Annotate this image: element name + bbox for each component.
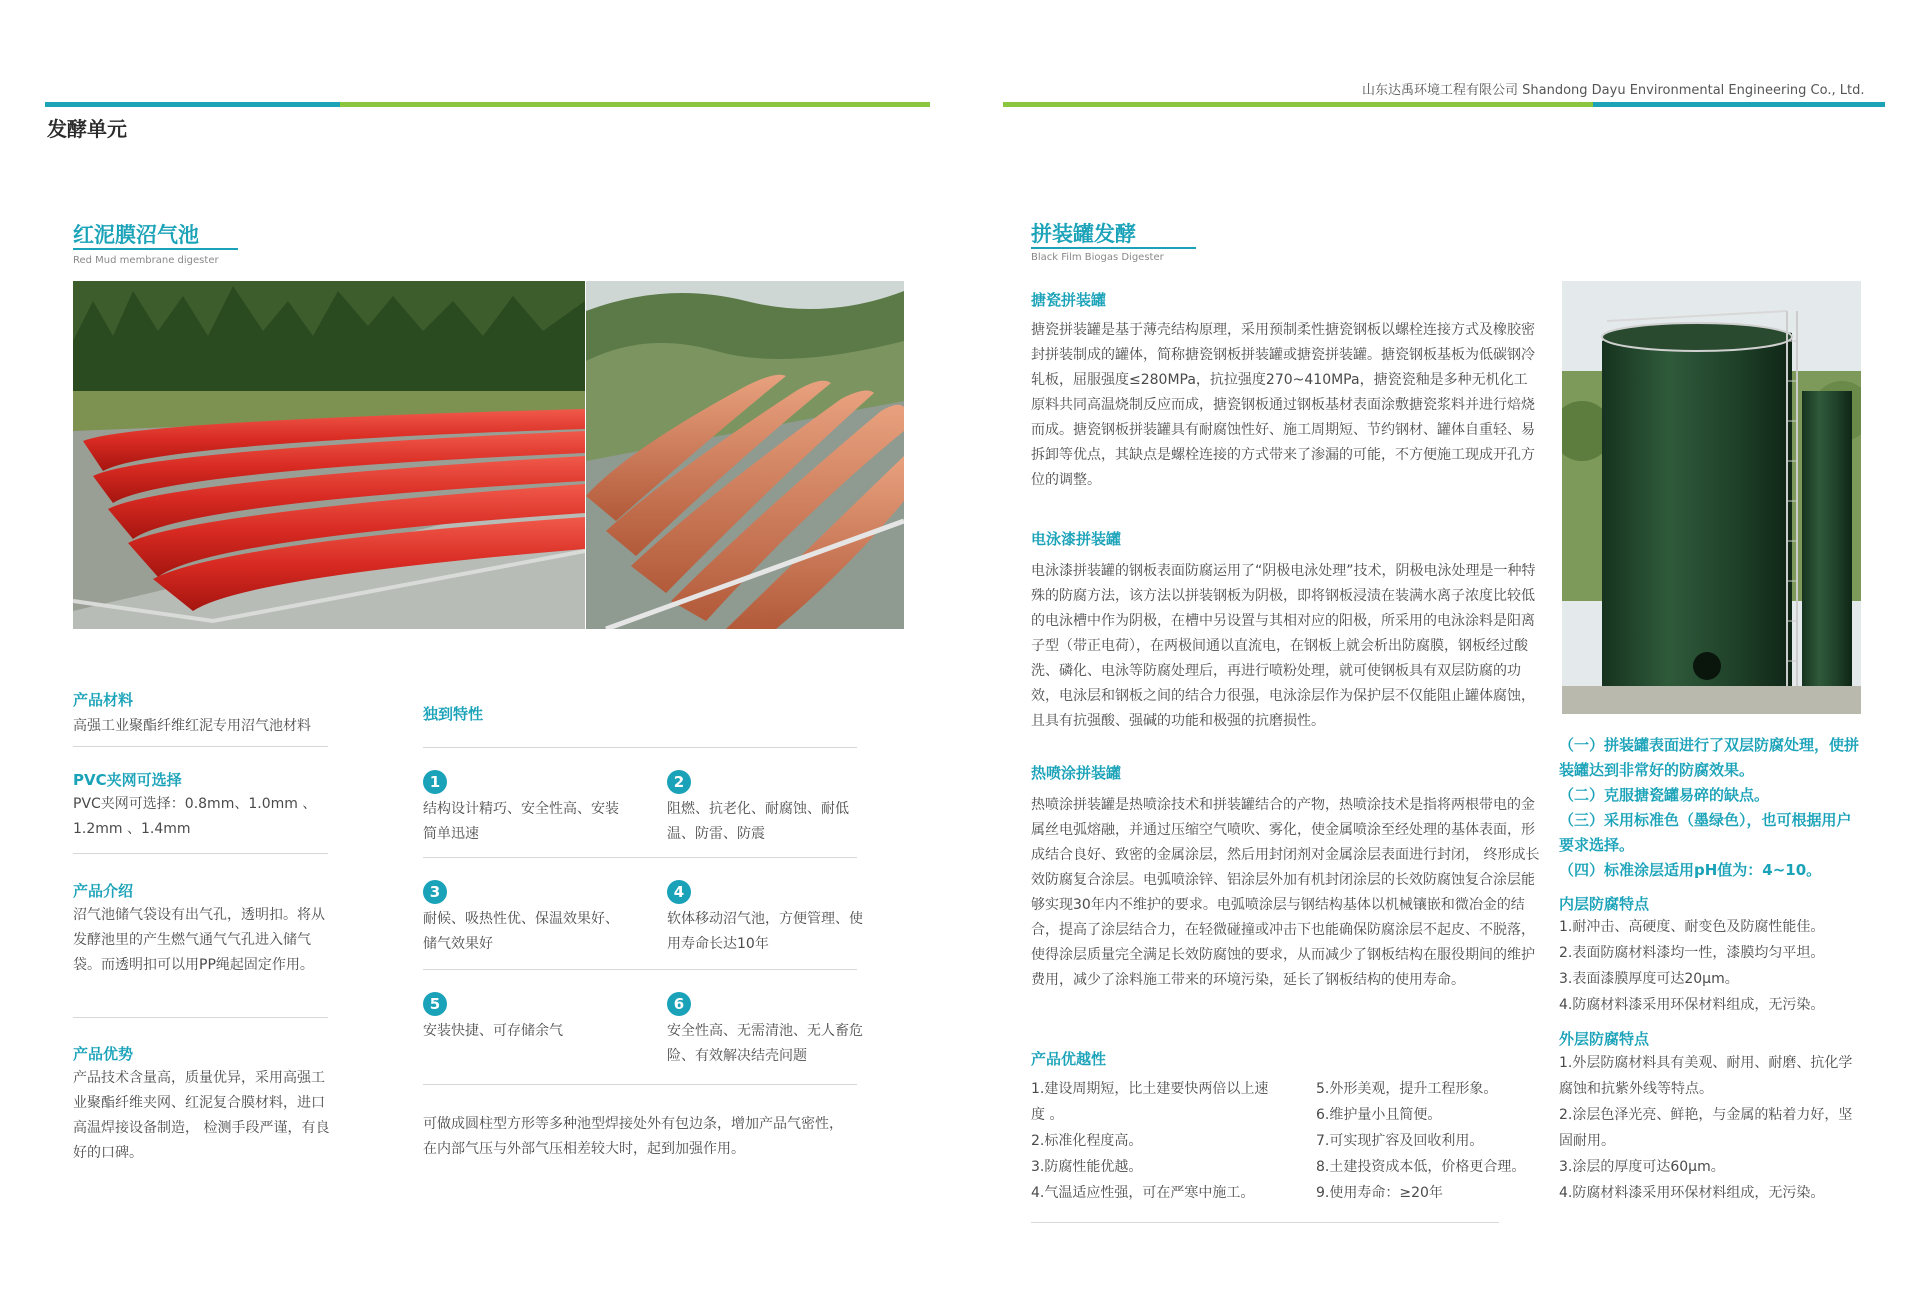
superiority-item: 1.建设周期短，比土建要快两倍以上速度 。 bbox=[1031, 1081, 1269, 1123]
pvc-text: PVC夹网可选择：0.8mm、1.0mm 、1.2mm 、1.4mm bbox=[73, 796, 317, 837]
feature-text-6: 安全性高、无需清池、无人畜危险、有效解决结壳问题 bbox=[667, 1023, 863, 1064]
electro-text: 电泳漆拼装罐的钢板表面防腐运用了“阴极电泳处理”技术，阴极电泳处理是一种特殊的防腐方法，该方法以拼装钢板为阴极，即将钢板浸渍在装满水离子浓度比较低的电泳槽中作为阴极，在槽中另设置与其相对应的阳极，所采用的电泳涂料是阳离子型（带正电荷），在两极间通以直流电，在钢板上就会析出防腐膜，钢板经过酸洗、磷化、电泳等防腐处理后，再进行喷粉处理，就可使钢板具有双层防腐的功效，电泳层和钢板之间的结合力很强，电泳涂层作为保护层不仅能阻止罐体腐蚀，且具有抗强酸、强碱的功能和极强的抗磨损性。 bbox=[1031, 563, 1536, 729]
feature-text-5: 安装快捷、可存储余气 bbox=[423, 1023, 563, 1039]
assembled-tank-photo bbox=[1562, 281, 1861, 714]
features-divider-1 bbox=[423, 747, 857, 748]
intro-divider bbox=[73, 1017, 328, 1018]
superiority-item: 8.土建投资成本低，价格更合理。 bbox=[1316, 1159, 1526, 1175]
outer-item: 3.涂层的厚度可达60μm。 bbox=[1559, 1159, 1725, 1175]
electro-heading: 电泳漆拼装罐 bbox=[1031, 530, 1122, 548]
right-title-underline bbox=[1031, 247, 1196, 249]
company-name: 山东达禹环境工程有限公司 Shandong Dayu Environmental Engineering Co., Ltd. bbox=[1362, 83, 1865, 98]
inner-item: 1.耐冲击、高硬度、耐变色及防腐性能佳。 bbox=[1559, 919, 1825, 935]
outer-item: 4.防腐材料漆采用环保材料组成，无污染。 bbox=[1559, 1185, 1825, 1201]
superiority-list-col1 bbox=[1031, 1076, 1281, 1206]
left-product-title: 红泥膜沼气池 bbox=[73, 223, 199, 247]
features-divider-3 bbox=[423, 969, 857, 970]
feature-text-2: 阻燃、抗老化、耐腐蚀、耐低温、防雷、防震 bbox=[667, 801, 849, 842]
right-product-subtitle: Black Film Biogas Digester bbox=[1031, 252, 1164, 263]
outer-item: 1.外层防腐材料具有美观、耐用、耐磨、抗化学腐蚀和抗紫外线等特点。 bbox=[1559, 1055, 1853, 1097]
superiority-list-col2 bbox=[1316, 1076, 1546, 1206]
right-product-title: 拼装罐发酵 bbox=[1031, 222, 1136, 246]
superiority-item: 6.维护量小且简便。 bbox=[1316, 1107, 1442, 1123]
highlight-1: （一）拼装罐表面进行了双层防腐处理，使拼装罐达到非常好的防腐效果。 bbox=[1559, 736, 1860, 779]
features-divider-4 bbox=[423, 1084, 857, 1085]
enamel-text: 搪瓷拼装罐是基于薄壳结构原理，采用预制柔性搪瓷钢板以螺栓连接方式及橡胶密封拼装制成的罐体，简称搪瓷钢板拼装罐或搪瓷拼装罐。搪瓷钢板基板为低碳钢冷轧板，屈服强度≤280MPa，抗拉强度270~410MPa，搪瓷瓷釉是多种无机化工原料共同高温烧制反应而成，搪瓷钢板通过钢板基材表面涂敷搪瓷浆料并进行焙烧而成。搪瓷钢板拼装罐具有耐腐蚀性好、施工周期短、节约钢材、罐体自重轻、易拆卸等优点，其缺点是螺栓连接的方式带来了渗漏的可能，不方便施工现成开孔方位的调整。 bbox=[1031, 322, 1535, 488]
outer-list bbox=[1559, 1050, 1859, 1206]
superiority-item: 4.气温适应性强，可在严寒中施工。 bbox=[1031, 1185, 1255, 1201]
highlight-4: （四）标准涂层适用pH值为：4~10。 bbox=[1559, 861, 1822, 879]
feature-text-1: 结构设计精巧、安全性高、安装简单迅速 bbox=[423, 801, 619, 842]
red-membrane-photo bbox=[73, 281, 585, 629]
features-divider-2 bbox=[423, 857, 857, 858]
intro-text: 沼气池储气袋设有出气孔，透明扣。将从发酵池里的产生燃气通气气孔进入储气袋。而透明扣可以用PP绳起固定作用。 bbox=[73, 907, 325, 973]
inner-item: 3.表面漆膜厚度可达20μm。 bbox=[1559, 971, 1739, 987]
highlight-3: （三）采用标准色（墨绿色），也可根据用户要求选择。 bbox=[1559, 811, 1852, 854]
pvc-heading: PVC夹网可选择 bbox=[73, 771, 182, 789]
feature-number-4: 4 bbox=[667, 880, 691, 904]
feature-number-2: 2 bbox=[667, 770, 691, 794]
intro-heading: 产品介绍 bbox=[73, 882, 134, 900]
features-note: 可做成圆柱型方形等多种池型焊接处外有包边条，增加产品气密性，在内部气压与外部气压相差较大时，起到加强作用。 bbox=[423, 1116, 843, 1157]
feature-text-3: 耐候、吸热性优、保温效果好、储气效果好 bbox=[423, 911, 619, 952]
left-header-bar bbox=[45, 102, 930, 107]
feature-number-1: 1 bbox=[423, 770, 447, 794]
inner-item: 4.防腐材料漆采用环保材料组成，无污染。 bbox=[1559, 997, 1825, 1013]
pvc-divider bbox=[73, 853, 328, 854]
superiority-item: 5.外形美观，提升工程形象。 bbox=[1316, 1081, 1498, 1097]
feature-text-4: 软体移动沼气池，方便管理、使用寿命长达10年 bbox=[667, 911, 863, 952]
left-product-subtitle: Red Mud membrane digester bbox=[73, 255, 219, 266]
superiority-item: 3.防腐性能优越。 bbox=[1031, 1159, 1143, 1175]
advantage-heading: 产品优势 bbox=[73, 1045, 134, 1063]
material-heading: 产品材料 bbox=[73, 691, 134, 709]
inner-heading: 内层防腐特点 bbox=[1559, 895, 1650, 913]
material-divider bbox=[73, 746, 328, 747]
left-title-underline bbox=[73, 248, 238, 250]
right-header-bar bbox=[1003, 102, 1885, 107]
material-text: 高强工业聚酯纤维红泥专用沼气池材料 bbox=[73, 718, 311, 734]
thermal-text: 热喷涂拼装罐是热喷涂技术和拼装罐结合的产物，热喷涂技术是指将两根带电的金属丝电弧熔融，并通过压缩空气喷吹、雾化，使金属喷涂至经处理的基体表面，形成结合良好、致密的金属涂层，然后用封闭剂对金属涂层表面进行封闭， 终形成长效防腐复合涂层。电弧喷涂锌、铝涂层外加有机封闭涂层的长效防腐蚀复合涂层能够实现30年内不维护的要求。电弧喷涂层与钢结构基体以机械镶嵌和微冶金的结合，提高了涂层结合力，在轻微碰撞或冲击下也能确保防腐涂层不起皮、不脱落，使得涂层质量完全满足长效防腐蚀的要求，从而减少了钢板结构在服役期间的维护费用，减少了涂料施工带来的环境污染，延长了钢板结构的使用寿命。 bbox=[1031, 797, 1540, 988]
features-heading: 独到特性 bbox=[423, 705, 484, 723]
thermal-heading: 热喷涂拼装罐 bbox=[1031, 764, 1122, 782]
advantage-text: 产品技术含量高，质量优异，采用高强工业聚酯纤维夹网、红泥复合膜材料，进口高温焊接设备制造， 检测手段严谨，有良好的口碑。 bbox=[73, 1070, 330, 1161]
superiority-item: 2.标准化程度高。 bbox=[1031, 1133, 1143, 1149]
outer-item: 2.涂层色泽光亮、鲜艳，与金属的粘着力好，坚固耐用。 bbox=[1559, 1107, 1853, 1149]
brown-membrane-photo bbox=[586, 281, 904, 629]
superiority-divider bbox=[1031, 1222, 1499, 1223]
inner-list bbox=[1559, 914, 1869, 1018]
feature-number-5: 5 bbox=[423, 992, 447, 1016]
feature-number-3: 3 bbox=[423, 880, 447, 904]
superiority-item: 9.使用寿命：≥20年 bbox=[1316, 1185, 1443, 1201]
superiority-heading: 产品优越性 bbox=[1031, 1050, 1107, 1068]
superiority-item: 7.可实现扩容及回收利用。 bbox=[1316, 1133, 1484, 1149]
section-title: 发酵单元 bbox=[47, 117, 127, 141]
highlight-2: （二）克服搪瓷罐易碎的缺点。 bbox=[1559, 786, 1770, 804]
inner-item: 2.表面防腐材料漆均一性，漆膜均匀平坦。 bbox=[1559, 945, 1825, 961]
feature-number-6: 6 bbox=[667, 992, 691, 1016]
enamel-heading: 搪瓷拼装罐 bbox=[1031, 291, 1107, 309]
outer-heading: 外层防腐特点 bbox=[1559, 1030, 1650, 1048]
